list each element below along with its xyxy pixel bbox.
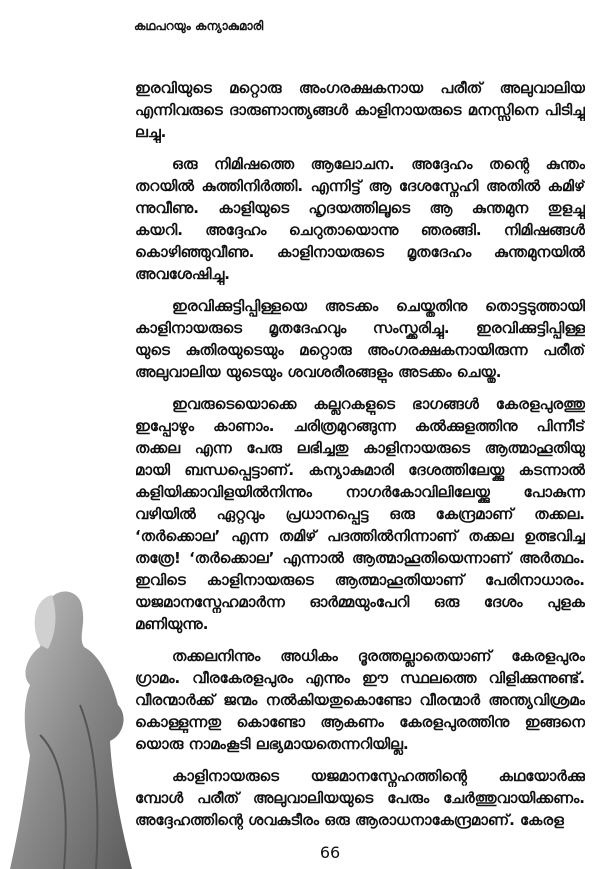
text-line: വഴിയിൽ ഏറ്റവും പ്രധാനപ്പെട്ട ഒരു കേന്ദ്രമാണ് തക്കല. <box>135 505 585 523</box>
text-line: ലച്ചു. <box>135 123 167 141</box>
statue-illustration <box>0 585 135 869</box>
paragraph <box>135 77 585 143</box>
running-header: കഥപറയും കന്യാകുമാരി <box>134 19 264 33</box>
text-line: എന്നിവരുടെ ദാരുണാന്ത്യങ്ങൾ കാളിനായരുടെ മനസ്സിനെ പിടിച്ചു <box>135 101 585 119</box>
text-line: വീരന്മാർക്ക് ജന്മം നൽകിയതുകൊണ്ടോ വീരന്മാർ അന്ത്യവിശ്രമം <box>135 691 585 709</box>
text-line: യജമാനസ്നേഹമാർന്ന ഓർമ്മയുംപേറി ഒരു ദേശം പുളക <box>135 593 585 611</box>
text-line: തത്രേ! ‘തർക്കൊല’ എന്നാൽ ആത്മാഹൂതിയെന്നാണ് അർത്ഥം. <box>135 549 585 567</box>
text-line: അവശേഷിച്ചു. <box>135 265 230 283</box>
text-line: ഇവരുടെയൊക്കെ കല്ലറകളുടെ ഭാഗങ്ങൾ കേരളപുരത്തു <box>172 395 585 413</box>
text-line: തക്കല എന്ന പേരു ലഭിച്ചതു കാളിനായരുടെ ആത്മാഹൂതിയു <box>135 439 585 457</box>
text-line: മ്പോൾ പരീത് അലുവാലിയയുടെ പേരും ചേർത്തുവായിക്കണം. <box>135 789 585 807</box>
paragraph <box>135 645 585 755</box>
paragraph <box>135 153 585 285</box>
text-line: ഒരു നിമിഷത്തെ ആലോചന. അദ്ദേഹം തന്റെ കുന്തം <box>172 155 585 173</box>
text-line: കാളിനായരുടെ മൃതദേഹവും സംസ്ക്കരിച്ചു. ഇരവിക്കുട്ടിപ്പിള്ള <box>135 319 585 337</box>
text-line: ഇരവിക്കുട്ടിപ്പിള്ളയെ അടക്കം ചെയ്തതിനു തൊട്ടടുത്തായി <box>172 297 585 315</box>
text-line: കൊഴിഞ്ഞുവീണു. കാളിനായരുടെ മൃതദേഹം കുന്തമുനയിൽ <box>135 243 585 261</box>
text-line: ഇവിടെ കാളിനായരുടെ ആത്മാഹൂതിയാണ് പേരിനാധാരം. <box>135 571 585 589</box>
text-line: കാളിനായരുടെ യജമാനസ്നേഹത്തിന്റെ കഥയോർക്കു <box>172 767 585 785</box>
page-body <box>135 77 585 841</box>
text-line: കൊള്ളുന്നതു കൊണ്ടോ ആകണം കേരളപുരത്തിനു ഇങ്ങനെ <box>135 713 585 731</box>
text-line: ഇരവിയുടെ മറ്റൊരു അംഗരക്ഷകനായ പരീത് അലുവാലിയ <box>135 79 585 97</box>
text-line: കയറി. അദ്ദേഹം ചെറുതായൊന്നു ഞരങ്ങി. നിമിഷങ്ങൾ <box>135 221 585 239</box>
text-line: അദ്ദേഹത്തിന്റെ ശവകുടീരം ഒരു ആരാധനാകേന്ദ്രമാണ്. കേരള <box>135 811 564 829</box>
text-line: ഗ്രാമം. വീരകേരളപുരം എന്നും ഈ സ്ഥലത്തെ വിളിക്കുന്നുണ്ട്. <box>135 669 585 687</box>
paragraph <box>135 393 585 635</box>
paragraph <box>135 295 585 383</box>
text-line: മണിയുന്നു. <box>135 615 209 633</box>
text-line: യൊരു നാമംകൂടി ലഭ്യമായതെന്നറിയില്ല. <box>135 735 409 753</box>
text-line: അലുവാലിയ യുടെയും ശവശരീരങ്ങളും അടക്കം ചെയ്തു. <box>135 363 502 381</box>
page-number: 66 <box>319 843 341 862</box>
text-line: മായി ബന്ധപ്പെട്ടാണ്. കന്യാകുമാരി ദേശത്തിലേയ്ക്കു കടന്നാൽ <box>135 461 585 479</box>
text-line: തറയിൽ കുത്തിനിർത്തി. എന്നിട്ട് ആ ദേശസ്നേഹി അതിൽ കമിഴ് <box>135 177 585 195</box>
text-line: ഇപ്പോഴും കാണാം. ചരിത്രമുറങ്ങുന്ന കൽക്കുളത്തിനു പിന്നീട് <box>135 417 585 435</box>
text-line: ‘തർക്കൊല’ എന്ന തമിഴ് പദത്തിൽനിന്നാണ് തക്കല ഉത്ഭവിച്ച <box>135 527 585 545</box>
text-line: തക്കലനിന്നും അധികം ദൂരത്തല്ലാതെയാണ് കേരളപുരം <box>172 647 585 665</box>
text-line: കളിയിക്കാവിളയിൽനിന്നും നാഗർകോവിലിലേയ്ക്കു പോകുന്ന <box>135 483 585 501</box>
text-line: ന്നുവീണു. കാളിയുടെ ഹൃദയത്തിലൂടെ ആ കുന്തമുന തുളച്ചു <box>135 199 585 217</box>
text-line: യുടെ കുതിരയുടെയും മറ്റൊരു അംഗരക്ഷകനായിരുന്ന പരീത് <box>135 341 585 359</box>
paragraph <box>135 765 585 831</box>
